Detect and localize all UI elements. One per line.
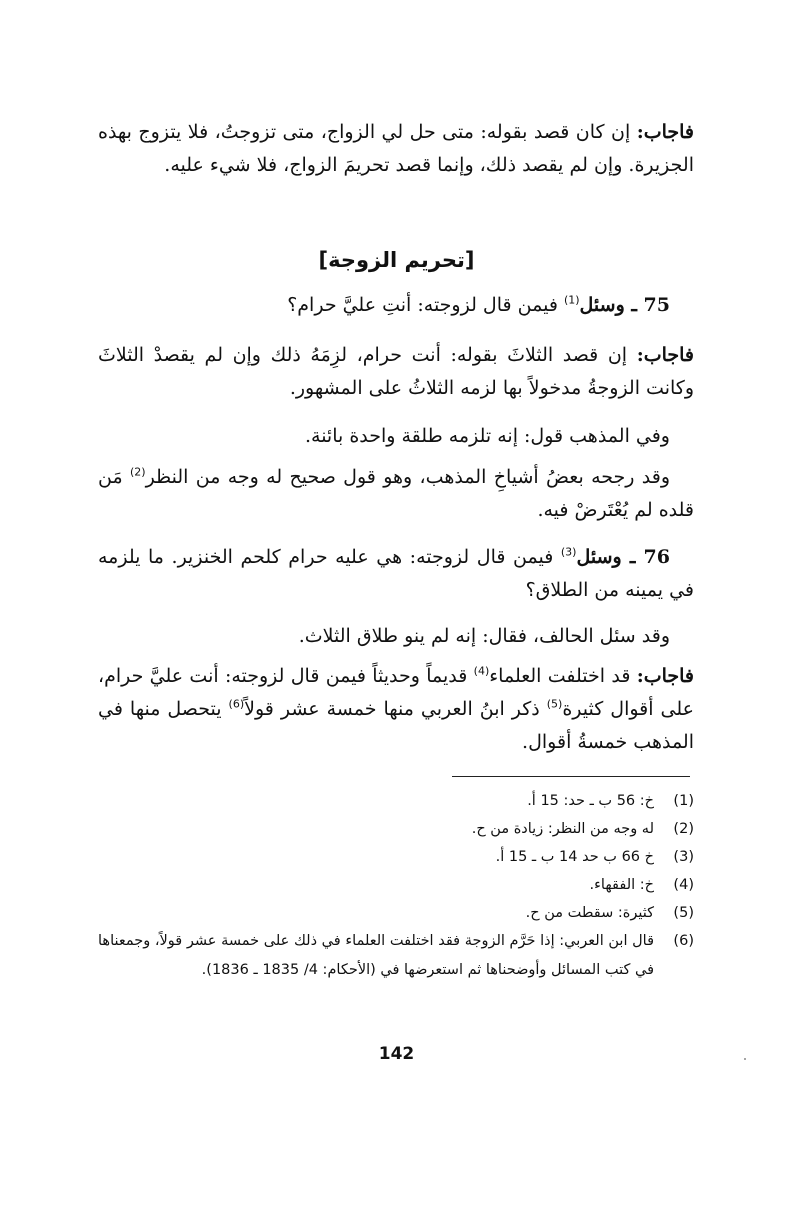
question-75: [98, 289, 694, 322]
question-number: 75 ـ وسئل: [579, 294, 670, 316]
paragraph-sual: [98, 620, 694, 653]
paragraph-text: وفي المذهب قول: إنه تلزمه طلقة واحدة بائنة.: [304, 425, 670, 447]
footnote-6: [98, 927, 694, 985]
paragraph-answer-1: [98, 116, 694, 182]
footnote-3: [98, 843, 694, 872]
paragraph-text: إن كان قصد بقوله: متى حل لي الزواج، متى تزوجتُ، فلا يتزوج بهذه الجزيرة. وإن لم يقصد ذلك، وإنما قصد تحريمَ الزواج، فلا شيء عليه.: [98, 121, 694, 176]
footnote-divider: [452, 776, 690, 777]
paragraph-tarjih: [98, 461, 694, 527]
footnote-text: له وجه من النظر: زيادة من ح.: [471, 821, 654, 837]
footnote-text: خ 66 ب حد 14 ب ـ 15 أ.: [495, 849, 654, 865]
paragraph-text: إن قصد الثلاثَ بقوله: أنت حرام، لزِمَهُ ذلك وإن لم يقصدْ الثلاثَ وكانت الزوجةُ مدخولاً بها لزمه الثلاثُ على المشهور.: [98, 344, 694, 399]
footnote-text: قال ابن العربي: إذا حَرَّم الزوجة فقد اختلفت العلماء في ذلك على خمسة عشر قولاً، وجمعناها في كتب المسائل وأوضحناها ثم استعرضها في (الأحكام: 4/ 1835 ـ 1836).: [98, 933, 654, 978]
answer-lead: فاجاب:: [636, 121, 694, 143]
answer-75: [98, 339, 694, 405]
paragraph-text: مَن قلده لم يُعْتَرضْ فيه.: [98, 466, 694, 521]
footnote-ref: (2): [129, 465, 146, 479]
footnote-ref: (6): [228, 697, 245, 711]
footnote-1: [98, 787, 694, 816]
question-76: [98, 541, 694, 607]
question-text: فيمن قال لزوجته: أنتِ عليَّ حرام؟: [287, 294, 564, 316]
footnote-text: كثيرة: سقطت من ح.: [525, 905, 654, 921]
answer-lead: فاجاب:: [636, 665, 694, 687]
footnote-2: [98, 815, 694, 844]
paragraph-text: يتحصل منها في المذهب خمسةُ أقوال.: [98, 698, 694, 753]
section-heading: [تحريم الزوجة]: [318, 248, 475, 272]
paragraph-text: قد اختلفت العلماء: [489, 665, 637, 687]
footnote-ref: (5): [546, 697, 563, 711]
footnote-ref: (4): [473, 664, 490, 678]
footnote-number: (1): [673, 793, 694, 809]
scan-speck: [744, 1058, 746, 1060]
footnote-text: خ: 56 ب ـ حد: 15 أ.: [527, 793, 654, 809]
footnote-text: خ: الفقهاء.: [589, 877, 654, 893]
paragraph-text: وقد رجحه بعضُ أشياخِ المذهب، وهو قول صحيح له وجه من النظر: [145, 466, 670, 488]
footnote-5: [98, 899, 694, 928]
footnote-number: (4): [673, 877, 694, 893]
answer-lead: فاجاب:: [636, 344, 694, 366]
footnote-ref: (3): [560, 545, 577, 559]
answer-76: [98, 660, 694, 759]
question-number: 76 ـ وسئل: [576, 546, 670, 568]
footnote-number: (3): [673, 849, 694, 865]
question-text: فيمن قال لزوجته: هي عليه حرام كلحم الخنزير. ما يلزمه في يمينه من الطلاق؟: [98, 546, 694, 601]
footnote-number: (2): [673, 821, 694, 837]
page-number: 142: [378, 1044, 415, 1064]
footnote-number: (5): [673, 905, 694, 921]
paragraph-text: ذكر ابنُ العربي منها خمسة عشر قولاً: [244, 698, 547, 720]
paragraph-madhhab: [98, 420, 694, 453]
footnote-ref: (1): [563, 293, 580, 307]
footnote-number: (6): [673, 933, 694, 949]
paragraph-text: وقد سئل الحالف، فقال: إنه لم ينو طلاق الثلاث.: [298, 625, 670, 647]
paragraph-text: قديماً وحديثاً فيمن قال لزوجته: أنت عليَّ حرام، على أقوال كثيرة: [98, 665, 695, 720]
footnote-4: [98, 871, 694, 900]
